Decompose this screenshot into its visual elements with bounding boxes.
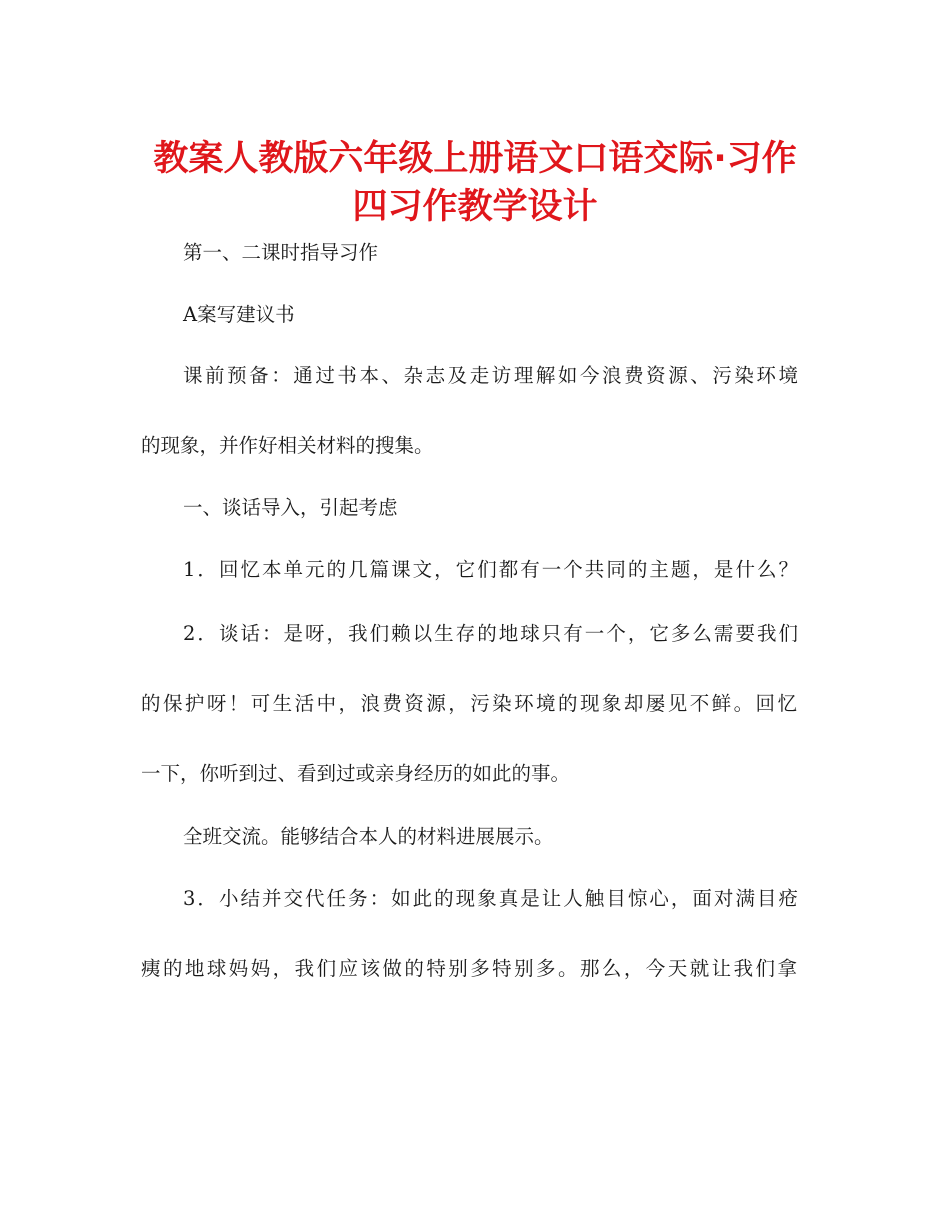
paragraph-line: 一下，你听到过、看到过或亲身经历的如此的事。 [141,762,571,785]
document-title-line-2: 四习作教学设计 [352,187,598,227]
paragraph-line: 痍的地球妈妈，我们应该做的特别多特别多。那么，今天就让我们拿 [141,957,797,980]
document-title-line-1: 教案人教版六年级上册语文口语交际·习作 [153,139,797,179]
paragraph-line: 课前预备：通过书本、杂志及走访理解如今浪费资源、污染环境 [183,364,798,387]
paragraph-line: 1．回忆本单元的几篇课文，它们都有一个共同的主题，是什么？ [183,558,798,581]
paragraph-line: 的现象，并作好相关材料的搜集。 [141,434,434,457]
paragraph-line: 2．谈话：是呀，我们赖以生存的地球只有一个，它多么需要我们 [183,622,798,645]
section-heading-intro: 一、谈话导入，引起考虑 [183,496,398,519]
paragraph-line: 全班交流。能够结合本人的材料进展展示。 [183,825,554,848]
section-heading-lessons: 第一、二课时指导习作 [183,241,379,264]
paragraph-line: 3．小结并交代任务：如此的现象真是让人触目惊心，面对满目疮 [183,887,798,910]
section-heading-plan-a: A案写建议书 [183,303,295,326]
paragraph-line: 的保护呀！可生活中，浪费资源，污染环境的现象却屡见不鲜。回忆 [141,692,797,715]
